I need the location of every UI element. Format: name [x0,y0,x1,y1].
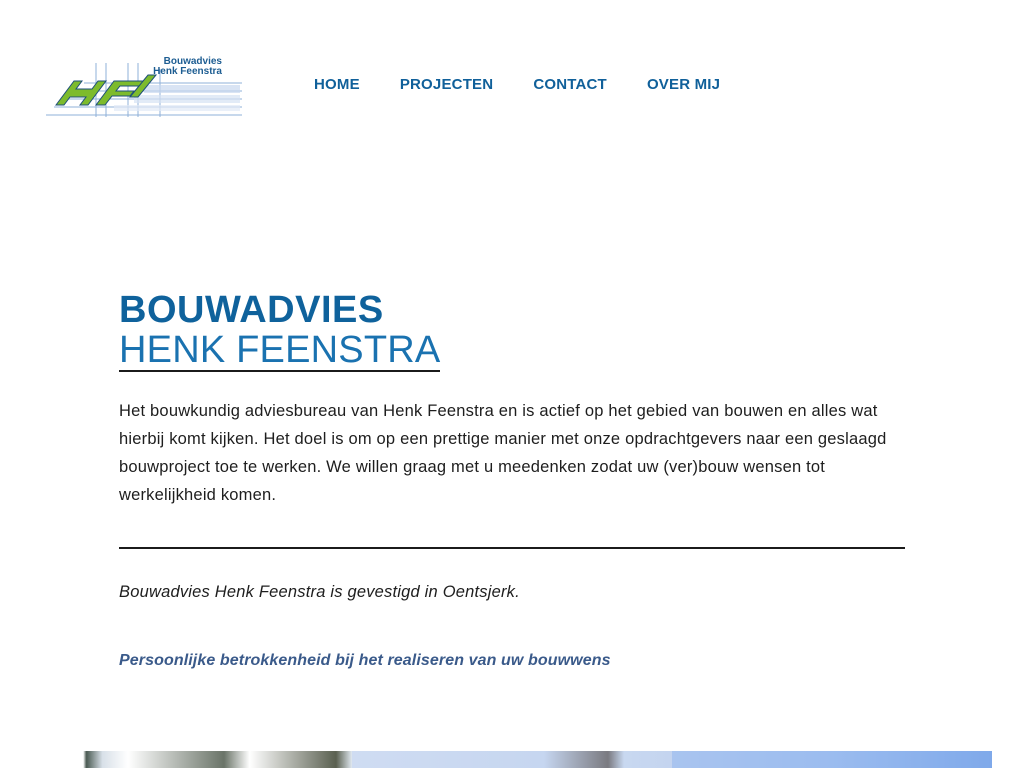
logo-line-2: Henk Feenstra [153,66,222,77]
title-sub: HENK FEENSTRA [119,329,441,371]
intro-paragraph: Het bouwkundig adviesbureau van Henk Feenstra en is actief op het gebied van bouwen en alles wat hierbij komt kijken. Het doel is om op een prettige manier met onze opdrachtgevers naar een geslaagd bouwproject toe te werken. We willen graag met u meedenken zodat uw (ver)bouw wensen tot werkelijkheid komen. [119,402,887,504]
location-text: Bouwadvies Henk Feenstra is gevestigd in Oentsjerk. [119,583,520,601]
logo-line-1: Bouwadvies [163,56,222,67]
title-main: BOUWADVIES [119,289,384,331]
nav-item-contact[interactable]: CONTACT [533,76,607,93]
gallery-image-1[interactable] [32,751,352,768]
main-nav [314,76,720,93]
site-logo[interactable] [44,55,244,121]
project-gallery [32,751,992,768]
gallery-image-3[interactable] [672,751,992,768]
site-header [0,0,1024,140]
logo-text [153,57,222,77]
tagline-text: Persoonlijke betrokkenheid bij het realiseren van uw bouwwens [119,652,611,669]
page-title [119,290,440,372]
gallery-image-2[interactable] [352,751,672,768]
nav-item-over-mij[interactable]: OVER MIJ [646,76,721,93]
nav-item-home[interactable]: HOME [314,76,360,93]
nav-item-projecten[interactable]: PROJECTEN [399,76,494,93]
section-divider [119,547,905,549]
